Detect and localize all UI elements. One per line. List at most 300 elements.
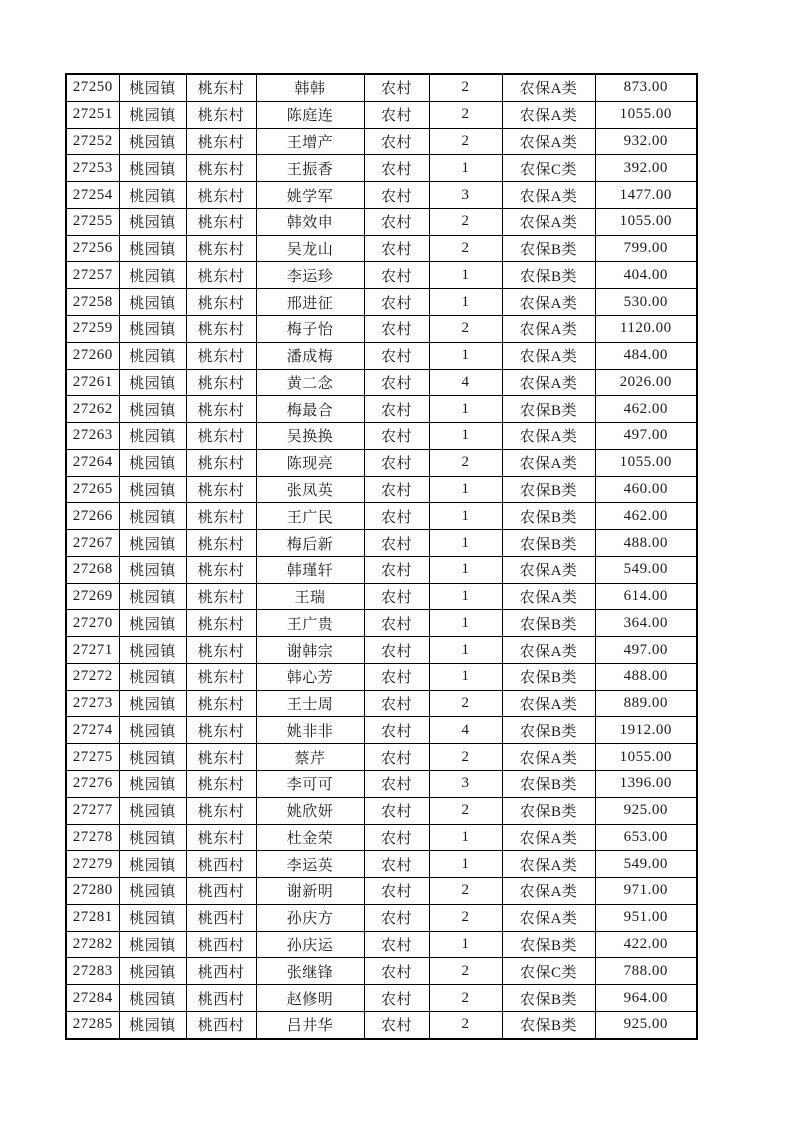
table-cell: 2 <box>429 744 502 771</box>
table-cell: 925.00 <box>595 797 697 824</box>
table-cell: 1120.00 <box>595 316 697 343</box>
table-cell: 桃园镇 <box>119 101 186 128</box>
table-cell: 姚欣妍 <box>256 797 364 824</box>
table-cell: 桃东村 <box>186 208 256 235</box>
table-cell: 农村 <box>364 556 429 583</box>
table-cell: 农保A类 <box>502 851 595 878</box>
table-cell: 392.00 <box>595 155 697 182</box>
table-cell: 614.00 <box>595 583 697 610</box>
table-cell: 364.00 <box>595 610 697 637</box>
table-cell: 2 <box>429 235 502 262</box>
table-cell: 桃园镇 <box>119 878 186 905</box>
table-cell: 吴换换 <box>256 423 364 450</box>
table-cell: 农村 <box>364 262 429 289</box>
table-cell: 桃东村 <box>186 182 256 209</box>
table-row <box>66 423 697 450</box>
table-cell: 农保B类 <box>502 610 595 637</box>
table-cell: 桃东村 <box>186 824 256 851</box>
table-row <box>66 128 697 155</box>
table-cell: 桃东村 <box>186 396 256 423</box>
table-cell: 497.00 <box>595 423 697 450</box>
table-cell: 27273 <box>66 690 119 717</box>
table-cell: 27258 <box>66 289 119 316</box>
table-cell: 27279 <box>66 851 119 878</box>
table-cell: 农村 <box>364 583 429 610</box>
table-cell: 农保B类 <box>502 262 595 289</box>
table-cell: 姚非非 <box>256 717 364 744</box>
table-cell: 王广贵 <box>256 610 364 637</box>
table-cell: 农村 <box>364 637 429 664</box>
table-cell: 788.00 <box>595 958 697 985</box>
table-cell: 964.00 <box>595 985 697 1012</box>
table-cell: 27282 <box>66 931 119 958</box>
table-cell: 农保B类 <box>502 235 595 262</box>
table-cell: 27250 <box>66 74 119 101</box>
table-cell: 农保B类 <box>502 503 595 530</box>
table-cell: 农保B类 <box>502 1011 595 1039</box>
table-cell: 谢韩宗 <box>256 637 364 664</box>
table-cell: 桃东村 <box>186 610 256 637</box>
table-cell: 农保A类 <box>502 101 595 128</box>
table-cell: 2 <box>429 797 502 824</box>
table-row <box>66 797 697 824</box>
table-cell: 陈现亮 <box>256 449 364 476</box>
table-cell: 27280 <box>66 878 119 905</box>
table-cell: 462.00 <box>595 503 697 530</box>
table-cell: 1 <box>429 583 502 610</box>
table-row <box>66 824 697 851</box>
table-cell: 549.00 <box>595 556 697 583</box>
table-cell: 桃园镇 <box>119 931 186 958</box>
table-cell: 桃园镇 <box>119 235 186 262</box>
table-cell: 王振香 <box>256 155 364 182</box>
table-cell: 488.00 <box>595 663 697 690</box>
table-cell: 2 <box>429 128 502 155</box>
table-cell: 桃园镇 <box>119 637 186 664</box>
table-cell: 吕井华 <box>256 1011 364 1039</box>
table-cell: 497.00 <box>595 637 697 664</box>
table-cell: 农保B类 <box>502 663 595 690</box>
table-cell: 1 <box>429 503 502 530</box>
table-cell: 27283 <box>66 958 119 985</box>
table-cell: 蔡芹 <box>256 744 364 771</box>
table-cell: 农村 <box>364 476 429 503</box>
table-cell: 农村 <box>364 958 429 985</box>
table-cell: 27254 <box>66 182 119 209</box>
table-row <box>66 771 697 798</box>
table-cell: 404.00 <box>595 262 697 289</box>
table-cell: 谢新明 <box>256 878 364 905</box>
table-cell: 27267 <box>66 530 119 557</box>
table-cell: 27276 <box>66 771 119 798</box>
table-row <box>66 101 697 128</box>
table-cell: 2 <box>429 1011 502 1039</box>
table-row <box>66 208 697 235</box>
table-cell: 27277 <box>66 797 119 824</box>
table-cell: 27260 <box>66 342 119 369</box>
table-cell: 桃园镇 <box>119 744 186 771</box>
table-cell: 桃东村 <box>186 155 256 182</box>
table-cell: 桃园镇 <box>119 503 186 530</box>
table-cell: 3 <box>429 771 502 798</box>
table-cell: 桃园镇 <box>119 342 186 369</box>
table-cell: 农保B类 <box>502 396 595 423</box>
table-row <box>66 369 697 396</box>
table-cell: 农保B类 <box>502 985 595 1012</box>
table-cell: 桃西村 <box>186 958 256 985</box>
table-cell: 桃东村 <box>186 74 256 101</box>
table-cell: 1 <box>429 289 502 316</box>
table-cell: 农保C类 <box>502 958 595 985</box>
table-cell: 农村 <box>364 771 429 798</box>
table-cell: 桃东村 <box>186 744 256 771</box>
table-cell: 农村 <box>364 182 429 209</box>
table-cell: 张继锋 <box>256 958 364 985</box>
table-cell: 1055.00 <box>595 208 697 235</box>
table-cell: 农保A类 <box>502 449 595 476</box>
table-cell: 1 <box>429 851 502 878</box>
table-row <box>66 610 697 637</box>
table-cell: 桃园镇 <box>119 423 186 450</box>
table-cell: 农村 <box>364 369 429 396</box>
table-cell: 桃东村 <box>186 449 256 476</box>
table-row <box>66 289 697 316</box>
table-cell: 农保A类 <box>502 824 595 851</box>
table-cell: 2 <box>429 74 502 101</box>
table-cell: 农保A类 <box>502 208 595 235</box>
table-cell: 农村 <box>364 744 429 771</box>
table-cell: 农村 <box>364 824 429 851</box>
table-cell: 桃东村 <box>186 797 256 824</box>
table-cell: 农村 <box>364 503 429 530</box>
table-cell: 2026.00 <box>595 369 697 396</box>
table-cell: 农村 <box>364 316 429 343</box>
table-cell: 27285 <box>66 1011 119 1039</box>
table-cell: 农村 <box>364 289 429 316</box>
table-cell: 农村 <box>364 74 429 101</box>
table-cell: 2 <box>429 958 502 985</box>
table-cell: 桃园镇 <box>119 663 186 690</box>
table-cell: 27271 <box>66 637 119 664</box>
table-cell: 李运珍 <box>256 262 364 289</box>
table-row <box>66 396 697 423</box>
table-cell: 桃西村 <box>186 985 256 1012</box>
table-cell: 27275 <box>66 744 119 771</box>
table-cell: 农村 <box>364 985 429 1012</box>
table-cell: 农保B类 <box>502 931 595 958</box>
table-cell: 桃园镇 <box>119 1011 186 1039</box>
table-cell: 农村 <box>364 208 429 235</box>
table-cell: 1055.00 <box>595 449 697 476</box>
table-cell: 2 <box>429 316 502 343</box>
table-cell: 27252 <box>66 128 119 155</box>
table-cell: 农保C类 <box>502 155 595 182</box>
table-cell: 1055.00 <box>595 101 697 128</box>
table-cell: 农村 <box>364 931 429 958</box>
table-cell: 桃东村 <box>186 235 256 262</box>
table-cell: 农保A类 <box>502 878 595 905</box>
insurance-roster-table <box>65 73 698 1040</box>
table-cell: 农村 <box>364 155 429 182</box>
table-cell: 2 <box>429 101 502 128</box>
table-cell: 桃园镇 <box>119 74 186 101</box>
table-cell: 2 <box>429 878 502 905</box>
table-row <box>66 155 697 182</box>
table-cell: 27251 <box>66 101 119 128</box>
table-cell: 桃园镇 <box>119 985 186 1012</box>
table-row <box>66 235 697 262</box>
table-cell: 桃东村 <box>186 690 256 717</box>
table-cell: 梅后新 <box>256 530 364 557</box>
table-cell: 农保A类 <box>502 583 595 610</box>
table-cell: 农村 <box>364 797 429 824</box>
table-cell: 陈庭连 <box>256 101 364 128</box>
table-cell: 1055.00 <box>595 744 697 771</box>
table-cell: 1 <box>429 931 502 958</box>
table-cell: 农村 <box>364 851 429 878</box>
table-cell: 桃园镇 <box>119 583 186 610</box>
table-cell: 桃园镇 <box>119 958 186 985</box>
table-cell: 27269 <box>66 583 119 610</box>
table-cell: 农保A类 <box>502 637 595 664</box>
table-row <box>66 851 697 878</box>
table-cell: 杜金荣 <box>256 824 364 851</box>
table-cell: 桃东村 <box>186 369 256 396</box>
table-cell: 桃东村 <box>186 583 256 610</box>
table-cell: 460.00 <box>595 476 697 503</box>
table-cell: 桃东村 <box>186 530 256 557</box>
table-cell: 桃东村 <box>186 556 256 583</box>
table-cell: 1 <box>429 610 502 637</box>
table-cell: 韩韩 <box>256 74 364 101</box>
table-cell: 农保B类 <box>502 530 595 557</box>
table-row <box>66 476 697 503</box>
table-cell: 梅最合 <box>256 396 364 423</box>
table-cell: 邢进征 <box>256 289 364 316</box>
table-cell: 农村 <box>364 396 429 423</box>
table-cell: 桃园镇 <box>119 717 186 744</box>
table-cell: 932.00 <box>595 128 697 155</box>
table-cell: 桃西村 <box>186 931 256 958</box>
table-cell: 1 <box>429 530 502 557</box>
table-cell: 4 <box>429 717 502 744</box>
table-cell: 桃东村 <box>186 316 256 343</box>
table-cell: 农保A类 <box>502 369 595 396</box>
table-cell: 赵修明 <box>256 985 364 1012</box>
table-cell: 桃东村 <box>186 476 256 503</box>
table-cell: 桃西村 <box>186 1011 256 1039</box>
table-cell: 桃园镇 <box>119 449 186 476</box>
table-cell: 桃园镇 <box>119 369 186 396</box>
table-cell: 农保A类 <box>502 556 595 583</box>
table-cell: 27268 <box>66 556 119 583</box>
table-cell: 422.00 <box>595 931 697 958</box>
table-cell: 农保A类 <box>502 744 595 771</box>
table-cell: 韩效申 <box>256 208 364 235</box>
table-cell: 农村 <box>364 423 429 450</box>
table-cell: 桃园镇 <box>119 556 186 583</box>
table-cell: 桃东村 <box>186 771 256 798</box>
table-cell: 农保A类 <box>502 182 595 209</box>
table-cell: 李可可 <box>256 771 364 798</box>
table-cell: 桃园镇 <box>119 128 186 155</box>
table-cell: 1 <box>429 342 502 369</box>
table-row <box>66 556 697 583</box>
table-cell: 桃西村 <box>186 904 256 931</box>
table-row <box>66 583 697 610</box>
table-cell: 农村 <box>364 904 429 931</box>
table-row <box>66 878 697 905</box>
table-cell: 桃园镇 <box>119 155 186 182</box>
table-row <box>66 985 697 1012</box>
table-cell: 孙庆方 <box>256 904 364 931</box>
table-cell: 桃东村 <box>186 423 256 450</box>
table-cell: 桃园镇 <box>119 904 186 931</box>
table-cell: 1 <box>429 476 502 503</box>
table-cell: 1 <box>429 824 502 851</box>
table-cell: 农保A类 <box>502 316 595 343</box>
table-cell: 农村 <box>364 690 429 717</box>
table-cell: 农保A类 <box>502 289 595 316</box>
table-cell: 农保B类 <box>502 797 595 824</box>
table-cell: 王增产 <box>256 128 364 155</box>
table-cell: 吴龙山 <box>256 235 364 262</box>
table-cell: 4 <box>429 369 502 396</box>
table-cell: 1 <box>429 155 502 182</box>
table-cell: 27261 <box>66 369 119 396</box>
table-cell: 桃西村 <box>186 878 256 905</box>
table-cell: 桃园镇 <box>119 771 186 798</box>
table-row <box>66 530 697 557</box>
table-cell: 488.00 <box>595 530 697 557</box>
table-row <box>66 904 697 931</box>
table-row <box>66 637 697 664</box>
table-cell: 971.00 <box>595 878 697 905</box>
table-cell: 桃园镇 <box>119 182 186 209</box>
table-cell: 桃东村 <box>186 717 256 744</box>
table-cell: 桃园镇 <box>119 476 186 503</box>
table-row <box>66 1011 697 1039</box>
table-cell: 桃东村 <box>186 663 256 690</box>
table-cell: 925.00 <box>595 1011 697 1039</box>
table-row <box>66 262 697 289</box>
table-cell: 1912.00 <box>595 717 697 744</box>
table-row <box>66 342 697 369</box>
table-cell: 27266 <box>66 503 119 530</box>
table-cell: 黄二念 <box>256 369 364 396</box>
table-cell: 王瑞 <box>256 583 364 610</box>
table-cell: 549.00 <box>595 851 697 878</box>
table-cell: 桃园镇 <box>119 262 186 289</box>
table-cell: 27270 <box>66 610 119 637</box>
table-cell: 1 <box>429 396 502 423</box>
table-cell: 1 <box>429 637 502 664</box>
table-cell: 农村 <box>364 128 429 155</box>
table-cell: 27262 <box>66 396 119 423</box>
table-cell: 桃园镇 <box>119 208 186 235</box>
table-cell: 农村 <box>364 1011 429 1039</box>
table-cell: 27284 <box>66 985 119 1012</box>
table-cell: 27278 <box>66 824 119 851</box>
table-cell: 27259 <box>66 316 119 343</box>
table-cell: 农保B类 <box>502 476 595 503</box>
table-cell: 27255 <box>66 208 119 235</box>
table-cell: 桃东村 <box>186 128 256 155</box>
table-cell: 农保B类 <box>502 771 595 798</box>
table-cell: 桃园镇 <box>119 289 186 316</box>
table-cell: 2 <box>429 985 502 1012</box>
table-cell: 27253 <box>66 155 119 182</box>
table-cell: 农保A类 <box>502 128 595 155</box>
table-cell: 农村 <box>364 342 429 369</box>
table-cell: 农村 <box>364 610 429 637</box>
table-cell: 桃园镇 <box>119 851 186 878</box>
table-cell: 484.00 <box>595 342 697 369</box>
table-cell: 姚学军 <box>256 182 364 209</box>
table-cell: 桃园镇 <box>119 610 186 637</box>
table-cell: 2 <box>429 904 502 931</box>
table-row <box>66 182 697 209</box>
table-cell: 桃东村 <box>186 262 256 289</box>
table-cell: 桃西村 <box>186 851 256 878</box>
table-cell: 桃东村 <box>186 637 256 664</box>
table-cell: 农保A类 <box>502 423 595 450</box>
table-row <box>66 449 697 476</box>
table-cell: 桃园镇 <box>119 396 186 423</box>
table-row <box>66 316 697 343</box>
table-cell: 2 <box>429 449 502 476</box>
table-row <box>66 717 697 744</box>
table-cell: 桃东村 <box>186 503 256 530</box>
table-row <box>66 744 697 771</box>
table-row <box>66 690 697 717</box>
table-cell: 1477.00 <box>595 182 697 209</box>
table-cell: 27265 <box>66 476 119 503</box>
table-cell: 韩心芳 <box>256 663 364 690</box>
table-cell: 462.00 <box>595 396 697 423</box>
table-cell: 梅子怡 <box>256 316 364 343</box>
table-cell: 桃东村 <box>186 289 256 316</box>
table-cell: 1 <box>429 262 502 289</box>
table-cell: 1396.00 <box>595 771 697 798</box>
table-cell: 农保A类 <box>502 904 595 931</box>
table-row <box>66 931 697 958</box>
table-cell: 潘成梅 <box>256 342 364 369</box>
table-cell: 农保A类 <box>502 342 595 369</box>
table-cell: 桃园镇 <box>119 824 186 851</box>
table-row <box>66 74 697 101</box>
table-cell: 873.00 <box>595 74 697 101</box>
table-cell: 799.00 <box>595 235 697 262</box>
table-cell: 张凤英 <box>256 476 364 503</box>
table-cell: 3 <box>429 182 502 209</box>
table-row <box>66 958 697 985</box>
table-row <box>66 663 697 690</box>
table-cell: 27257 <box>66 262 119 289</box>
table-cell: 农村 <box>364 878 429 905</box>
table-cell: 桃园镇 <box>119 316 186 343</box>
table-cell: 孙庆运 <box>256 931 364 958</box>
table-cell: 农村 <box>364 663 429 690</box>
table-cell: 27281 <box>66 904 119 931</box>
table-cell: 1 <box>429 663 502 690</box>
table-cell: 27274 <box>66 717 119 744</box>
table-cell: 桃园镇 <box>119 690 186 717</box>
table-cell: 农村 <box>364 449 429 476</box>
table-cell: 889.00 <box>595 690 697 717</box>
table-cell: 农保B类 <box>502 717 595 744</box>
table-cell: 韩瑾轩 <box>256 556 364 583</box>
